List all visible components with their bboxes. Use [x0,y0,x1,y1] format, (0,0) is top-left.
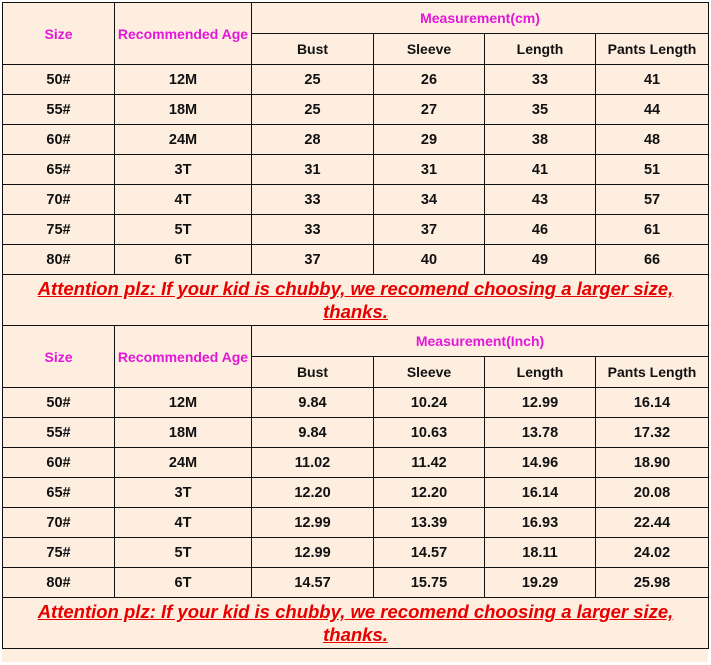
size-cell: 80# [3,245,115,275]
pants-length-cell: 20.08 [596,478,709,508]
pants-length-cell: 48 [596,125,709,155]
sleeve-cell: 11.42 [374,448,485,478]
sleeve-cell: 37 [374,215,485,245]
age-cell: 5T [115,538,252,568]
sleeve-header: Sleeve [374,357,485,388]
sleeve-cell: 29 [374,125,485,155]
pants-length-cell: 18.90 [596,448,709,478]
sleeve-cell: 10.63 [374,418,485,448]
pants-length-cell: 51 [596,155,709,185]
pants-length-cell: 57 [596,185,709,215]
size-header: Size [3,326,115,388]
table-row [3,538,709,568]
bust-cell: 9.84 [252,388,374,418]
sleeve-cell: 15.75 [374,568,485,598]
length-header: Length [485,357,596,388]
bust-cell: 11.02 [252,448,374,478]
pants-length-cell: 41 [596,65,709,95]
table-row [3,215,709,245]
length-cell: 16.14 [485,478,596,508]
size-cell: 65# [3,155,115,185]
bust-cell: 12.99 [252,508,374,538]
length-header: Length [485,34,596,65]
table-row [3,65,709,95]
table-row [3,478,709,508]
age-cell: 12M [115,65,252,95]
age-cell: 4T [115,508,252,538]
size-table [2,2,709,649]
age-cell: 24M [115,125,252,155]
table-row [3,418,709,448]
size-cell: 75# [3,215,115,245]
sleeve-cell: 34 [374,185,485,215]
size-cell: 75# [3,538,115,568]
age-cell: 12M [115,388,252,418]
bust-cell: 14.57 [252,568,374,598]
attention-note: Attention plz: If your kid is chubby, we recomend choosing a larger size, thanks. [3,275,709,326]
sleeve-header: Sleeve [374,34,485,65]
attention-note-row [3,598,709,649]
table-row [3,508,709,538]
table-row [3,125,709,155]
age-cell: 24M [115,448,252,478]
pants-length-cell: 16.14 [596,388,709,418]
measurement-header: Measurement(cm) [252,3,709,34]
table-row [3,388,709,418]
size-cell: 70# [3,185,115,215]
bust-cell: 37 [252,245,374,275]
pants-length-cell: 17.32 [596,418,709,448]
age-cell: 4T [115,185,252,215]
table-row [3,155,709,185]
size-cell: 55# [3,95,115,125]
sleeve-cell: 12.20 [374,478,485,508]
table-row [3,448,709,478]
size-cell: 80# [3,568,115,598]
pants-length-cell: 44 [596,95,709,125]
bust-cell: 33 [252,215,374,245]
pants-length-cell: 61 [596,215,709,245]
recommended-age-header: Recommended Age [115,326,252,388]
header-row-inch [3,326,709,357]
recommended-age-header: Recommended Age [115,3,252,65]
length-cell: 43 [485,185,596,215]
size-cell: 60# [3,448,115,478]
header-row-cm [3,3,709,34]
table-row [3,245,709,275]
bust-cell: 25 [252,65,374,95]
length-cell: 19.29 [485,568,596,598]
size-cell: 50# [3,65,115,95]
age-cell: 6T [115,568,252,598]
age-cell: 6T [115,245,252,275]
size-cell: 70# [3,508,115,538]
length-cell: 18.11 [485,538,596,568]
length-cell: 16.93 [485,508,596,538]
attention-note: Attention plz: If your kid is chubby, we recomend choosing a larger size, thanks. [3,598,709,649]
measurement-header: Measurement(Inch) [252,326,709,357]
size-cell: 55# [3,418,115,448]
bust-cell: 28 [252,125,374,155]
bust-header: Bust [252,34,374,65]
sleeve-cell: 13.39 [374,508,485,538]
length-cell: 14.96 [485,448,596,478]
size-cell: 60# [3,125,115,155]
pants-length-cell: 66 [596,245,709,275]
length-cell: 41 [485,155,596,185]
bust-cell: 12.99 [252,538,374,568]
sleeve-cell: 31 [374,155,485,185]
attention-note-row [3,275,709,326]
bust-cell: 31 [252,155,374,185]
length-cell: 13.78 [485,418,596,448]
size-cell: 65# [3,478,115,508]
pants-length-cell: 22.44 [596,508,709,538]
bust-cell: 9.84 [252,418,374,448]
length-cell: 12.99 [485,388,596,418]
table-row [3,568,709,598]
bust-cell: 33 [252,185,374,215]
size-chart [2,2,708,662]
age-cell: 18M [115,418,252,448]
length-cell: 49 [485,245,596,275]
sleeve-cell: 26 [374,65,485,95]
sleeve-cell: 40 [374,245,485,275]
pants-length-header: Pants Length [596,34,709,65]
age-cell: 3T [115,478,252,508]
age-cell: 5T [115,215,252,245]
sleeve-cell: 14.57 [374,538,485,568]
bust-cell: 25 [252,95,374,125]
bust-cell: 12.20 [252,478,374,508]
length-cell: 46 [485,215,596,245]
age-cell: 18M [115,95,252,125]
age-cell: 3T [115,155,252,185]
length-cell: 35 [485,95,596,125]
table-row [3,95,709,125]
pants-length-cell: 24.02 [596,538,709,568]
size-header: Size [3,3,115,65]
length-cell: 38 [485,125,596,155]
table-row [3,185,709,215]
sleeve-cell: 10.24 [374,388,485,418]
bust-header: Bust [252,357,374,388]
length-cell: 33 [485,65,596,95]
pants-length-header: Pants Length [596,357,709,388]
pants-length-cell: 25.98 [596,568,709,598]
sleeve-cell: 27 [374,95,485,125]
size-cell: 50# [3,388,115,418]
